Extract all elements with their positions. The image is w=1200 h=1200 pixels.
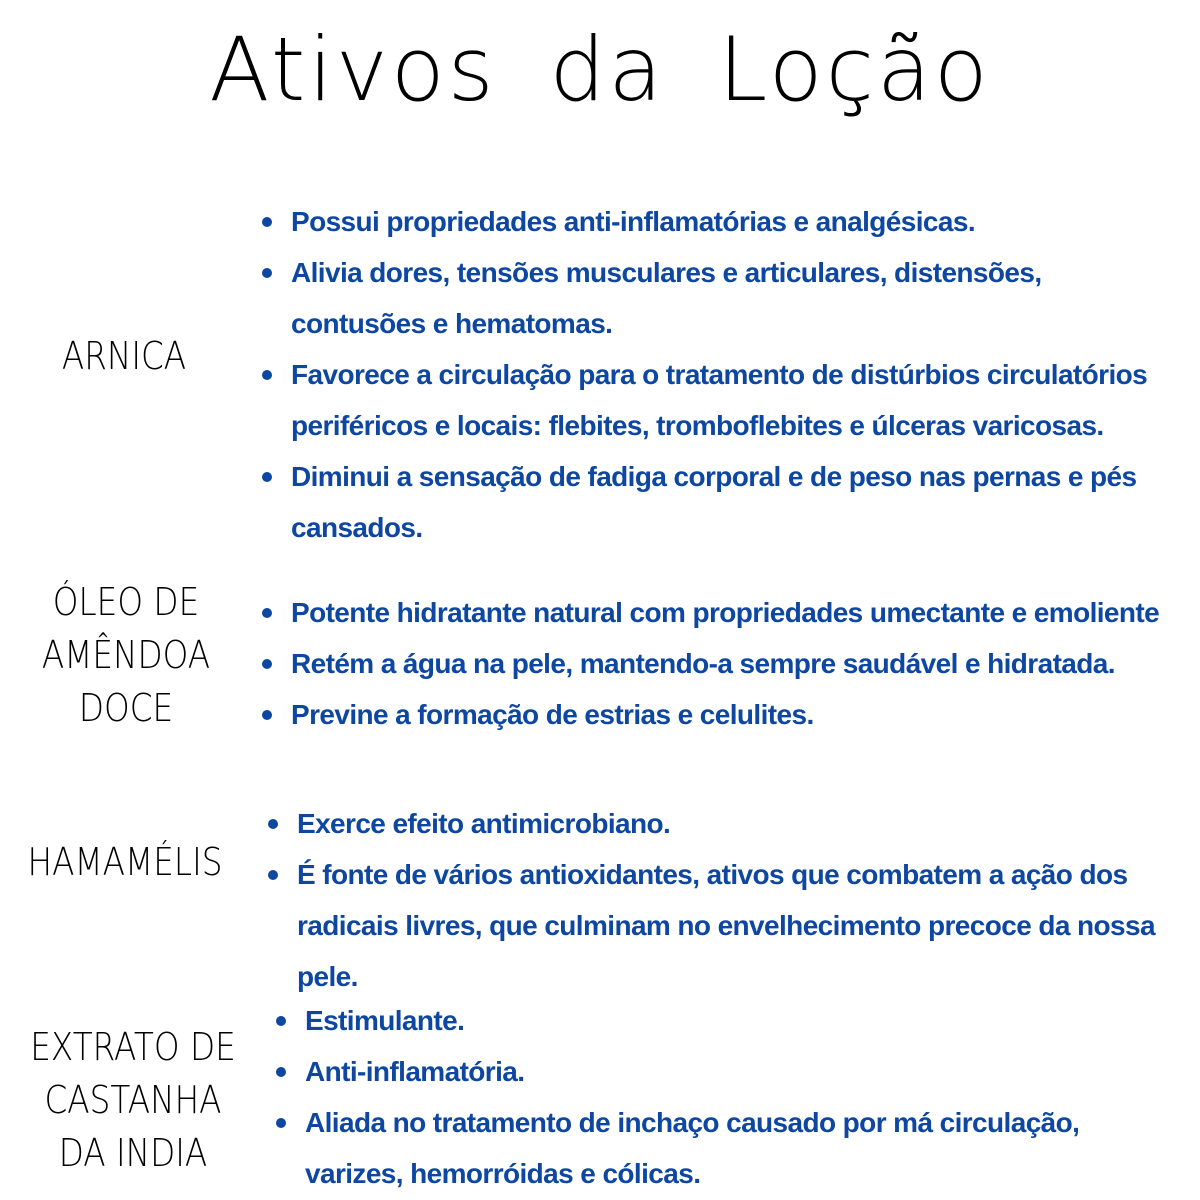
list-item: Possui propriedades anti-inflamatórias e analgésicas. (256, 196, 1156, 247)
section-label-line: CASTANHA (44, 1078, 222, 1122)
section-label-line: EXTRATO DE (30, 1025, 236, 1069)
section-label-extrato-de-castanha-da-india (19, 1021, 248, 1180)
section-label-line: DOCE (78, 686, 174, 730)
list-item: Estimulante. (270, 995, 1150, 1046)
bullet-list-oleo-de-amendoa-doce (256, 587, 1176, 740)
section-label-oleo-de-amendoa-doce (21, 576, 231, 735)
list-item: Alivia dores, tensões musculares e articulares, distensões, contusões e hematomas. (256, 247, 1156, 349)
section-label-line: HAMAMÉLIS (27, 840, 223, 884)
section-label-hamamelis (18, 836, 233, 889)
list-item: Aliada no tratamento de inchaço causado por má circulação, varizes, hemorróidas e cólicas. (270, 1097, 1150, 1199)
section-label-line: ÓLEO DE (52, 580, 200, 624)
list-item: Potente hidratante natural com propriedades umectante e emoliente (256, 587, 1176, 638)
section-label-line: DA INDIA (58, 1131, 208, 1175)
list-item: Retém a água na pele, mantendo-a sempre saudável e hidratada. (256, 638, 1176, 689)
list-item: Favorece a circulação para o tratamento de distúrbios circulatórios periféricos e locais: flebites, tromboflebites e úlceras varicosas. (256, 349, 1156, 451)
section-label-line: AMÊNDOA (41, 633, 211, 677)
section-label-line: ARNICA (61, 334, 187, 378)
bullet-list-arnica (256, 196, 1156, 553)
list-item: Diminui a sensação de fadiga corporal e de peso nas pernas e pés cansados. (256, 451, 1156, 553)
section-label-arnica (29, 330, 218, 383)
list-item: Previne a formação de estrias e celulites. (256, 689, 1176, 740)
list-item: É fonte de vários antioxidantes, ativos que combatem a ação dos radicais livres, que culminam no envelhecimento precoce da nossa pele. (262, 849, 1182, 1002)
list-item: Exerce efeito antimicrobiano. (262, 798, 1182, 849)
bullet-list-extrato-de-castanha-da-india (270, 995, 1150, 1199)
list-item: Anti-inflamatória. (270, 1046, 1150, 1097)
page-title: Ativos da Loção (209, 18, 991, 121)
bullet-list-hamamelis (262, 798, 1182, 1002)
